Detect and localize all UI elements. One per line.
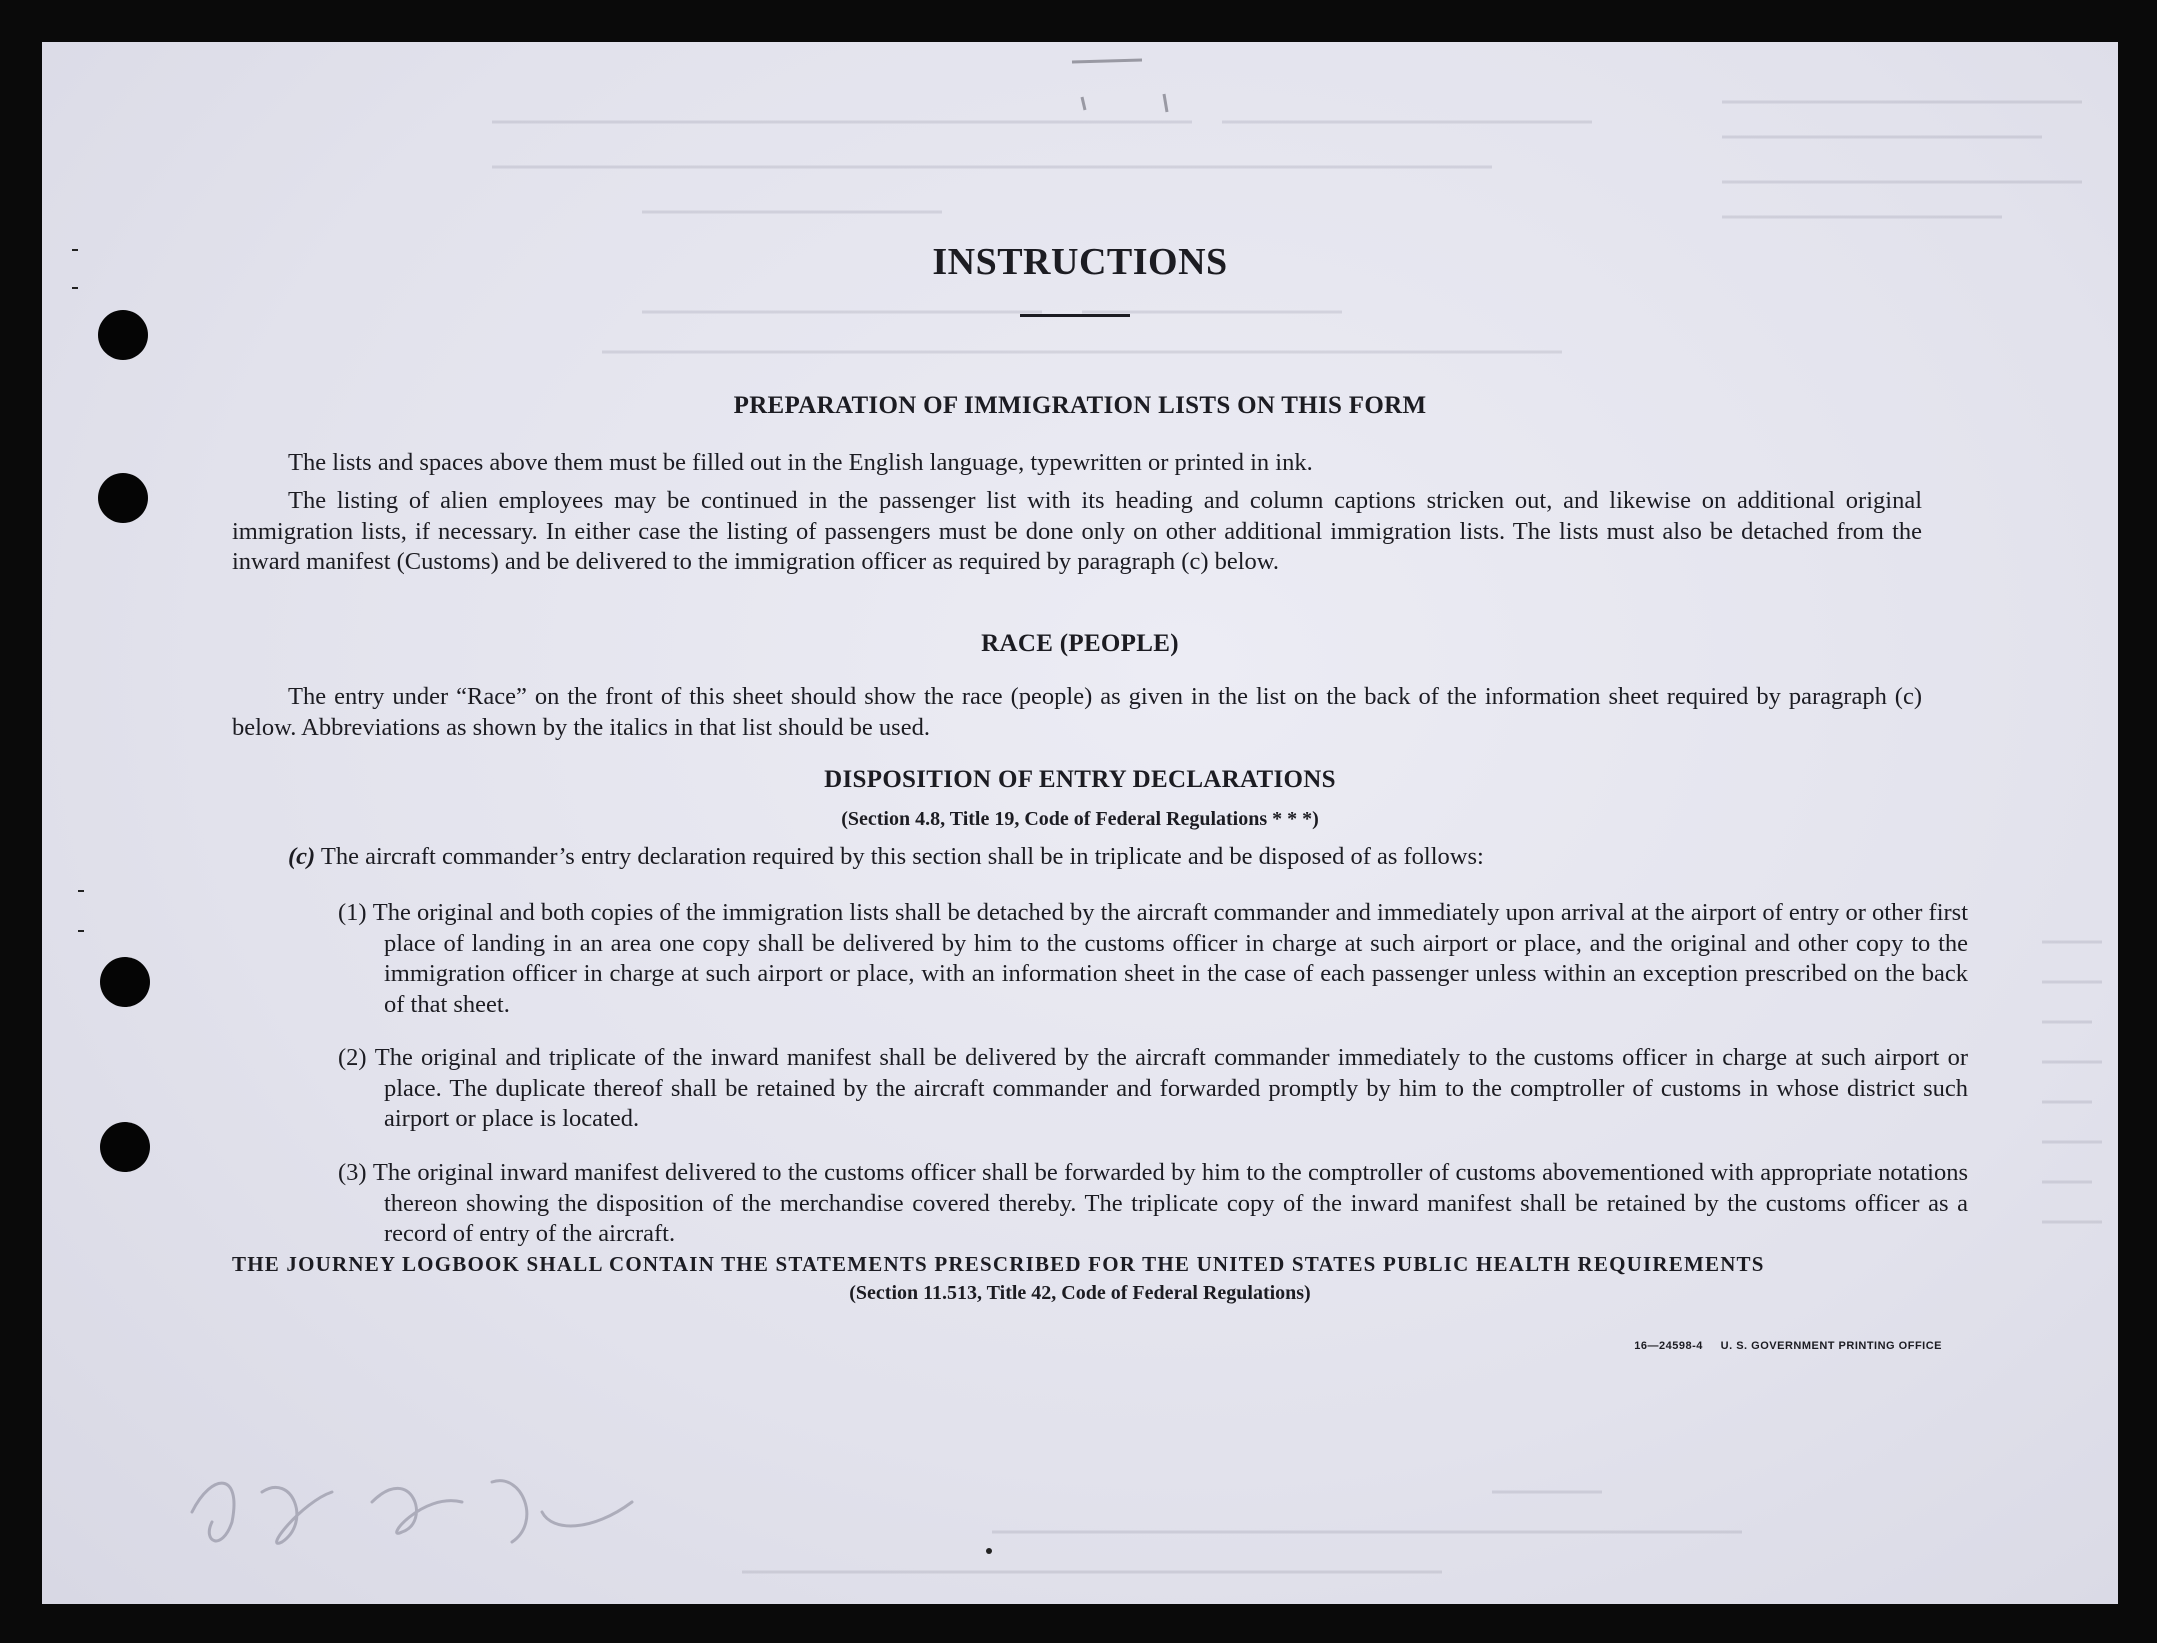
binder-hole xyxy=(100,1122,150,1172)
binder-hole xyxy=(100,957,150,1007)
printer-imprint xyxy=(1542,1340,1942,1352)
margin-mark xyxy=(78,890,84,892)
paragraph-marker: (c) xyxy=(288,843,316,870)
document-sheet xyxy=(42,42,2118,1604)
binder-hole xyxy=(98,473,148,523)
disposition-intro-text: The aircraft commander’s entry declaration required by this section shall be in triplicate and be disposed of as follows: xyxy=(320,843,1484,870)
binder-hole xyxy=(98,310,148,360)
race-heading: RACE (PEOPLE) xyxy=(981,630,1179,657)
item-text: The original inward manifest delivered to the customs officer shall be forwarded by him to the comptroller of customs abovementioned with appropriate notations thereon showing the disposition of the merchandise covered thereby. The triplicate copy of the inward manifest shall be retained by the customs officer as a record of entry of the aircraft. xyxy=(372,1159,1968,1247)
immigration-paragraph-1: The lists and spaces above them must be filled out in the English language, typewritten or printed in ink. xyxy=(288,449,1313,476)
immigration-paragraph-2: The listing of alien employees may be continued in the passenger list with its heading and column captions stricken out, and likewise on additional original immigration lists, if necessary. In either case the listing of passengers must be done only on other additional immigration lists. The lists must also be detached from the inward manifest (Customs) and be delivered to the immigration officer as required by paragraph (c) below. xyxy=(232,487,1922,575)
disposition-intro xyxy=(288,842,1922,873)
printer-name: U. S. GOVERNMENT PRINTING OFFICE xyxy=(1720,1340,1942,1352)
title-underline xyxy=(1020,314,1130,317)
item-number: (3) xyxy=(338,1159,367,1186)
item-text: The original and triplicate of the inward manifest shall be delivered by the aircraft commander immediately to the customs officer in charge at such airport or place. The duplicate thereof shall be retained by the aircraft commander and forwarded promptly by him to the comptroller of customs in whose district such airport or place is located. xyxy=(374,1044,1968,1132)
margin-mark xyxy=(72,287,78,289)
item-number: (1) xyxy=(338,899,367,926)
form-number: 16—24598-4 xyxy=(1634,1340,1703,1352)
race-paragraph: The entry under “Race” on the front of this sheet should show the race (people) as given in the list on the back of the information sheet required by paragraph (c) below. Abbreviations as shown by the italics in that list should be used. xyxy=(232,683,1922,741)
item-number: (2) xyxy=(338,1044,367,1071)
immigration-heading: PREPARATION OF IMMIGRATION LISTS ON THIS FORM xyxy=(733,392,1427,419)
page-title: INSTRUCTIONS xyxy=(932,241,1228,283)
small-dot xyxy=(986,1548,992,1554)
health-requirements-statement: THE JOURNEY LOGBOOK SHALL CONTAIN THE STATEMENTS PRESCRIBED FOR THE UNITED STATES PUBLIC HEALTH REQUIREMENTS xyxy=(232,1252,1765,1276)
handwritten-signature xyxy=(172,1432,652,1582)
disposition-citation: (Section 4.8, Title 19, Code of Federal Regulations * * *) xyxy=(841,808,1319,830)
item-text: The original and both copies of the immigration lists shall be detached by the aircraft commander and immediately upon arrival at the airport of entry or other first place of landing in an area one copy shall be delivered by him to the customs officer in charge at such airport or place, and the original and other copy to the immigration officer in charge at such airport or place, with an information sheet in the case of each passenger unless within an exception prescribed on the back of that sheet. xyxy=(372,899,1969,1018)
disposition-heading: DISPOSITION OF ENTRY DECLARATIONS xyxy=(824,766,1336,793)
disposition-item-3 xyxy=(338,1158,1968,1250)
margin-mark xyxy=(78,930,84,932)
disposition-item-2 xyxy=(338,1043,1968,1135)
disposition-item-1 xyxy=(338,898,1968,1020)
health-requirements-citation: (Section 11.513, Title 42, Code of Federal Regulations) xyxy=(849,1282,1311,1304)
